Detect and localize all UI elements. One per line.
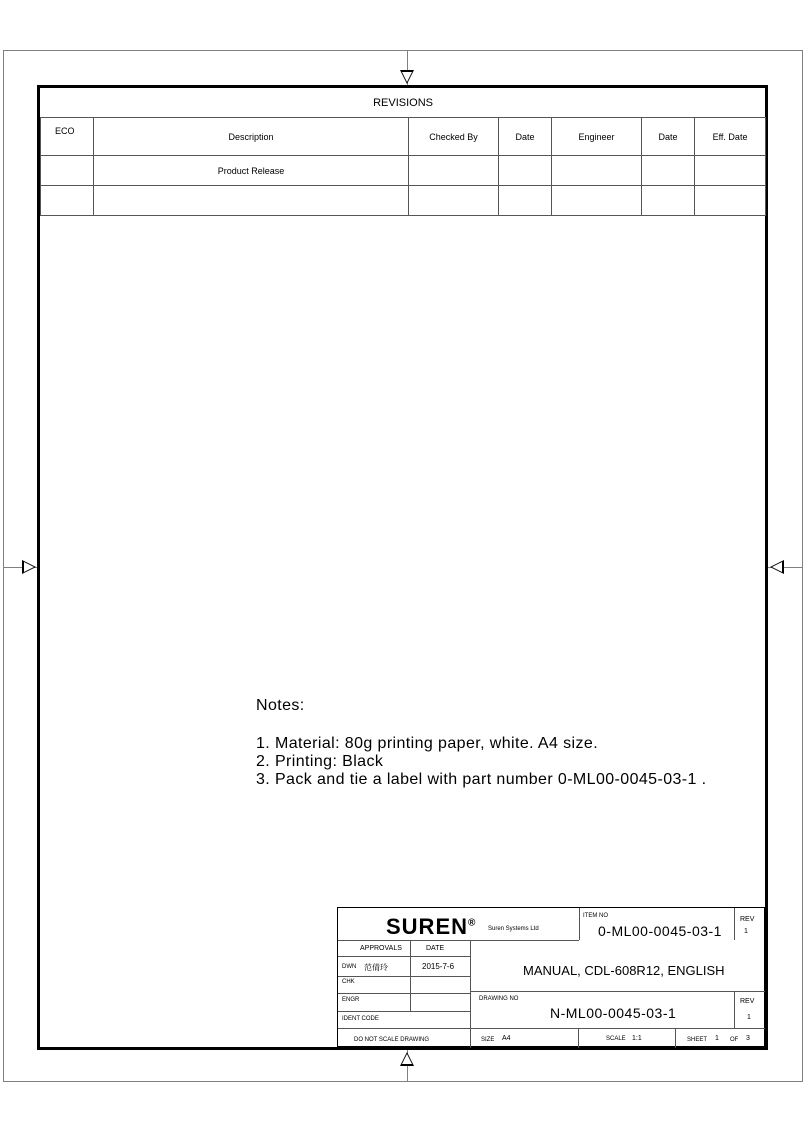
header-date: Date: [499, 118, 552, 156]
size-label: SIZE: [481, 1037, 495, 1043]
centering-arrow-left-icon: [22, 560, 36, 574]
header-date-2: Date: [642, 118, 695, 156]
centering-arrow-bottom-icon: [400, 1052, 414, 1066]
header-description: Description: [94, 118, 409, 156]
rev-label: REV: [740, 916, 755, 923]
tb-divider: [338, 956, 470, 957]
drawing-no-value: N-ML00-0045-03-1: [550, 1005, 677, 1021]
title-block: [337, 907, 765, 1047]
revisions-header-row: [41, 118, 766, 156]
logo-text: SUREN: [386, 914, 469, 939]
tb-divider: [579, 908, 580, 940]
centering-arrow-right-icon: [770, 560, 784, 574]
engr-label: ENGR: [342, 997, 360, 1003]
registered-mark-icon: ®: [468, 917, 477, 929]
cell-eff-date: [695, 156, 766, 186]
scale-label: SCALE: [606, 1036, 626, 1042]
tb-divider: [338, 940, 579, 941]
rev-value: 1: [744, 928, 748, 935]
tb-divider: [675, 1028, 676, 1048]
note-item: 2. Printing: Black: [256, 753, 384, 770]
header-eco: ECO: [41, 118, 94, 156]
tb-divider: [410, 940, 411, 1011]
notes-section: [256, 697, 707, 789]
cell-description: [94, 186, 409, 216]
note-item: 1. Material: 80g printing paper, white. A4 size.: [256, 735, 599, 752]
tb-divider: [338, 1011, 470, 1012]
revisions-title: REVISIONS: [41, 88, 766, 118]
date-label: DATE: [426, 945, 445, 952]
cell-engineer: [552, 156, 642, 186]
tb-divider: [338, 1028, 765, 1029]
cell-description: Product Release: [94, 156, 409, 186]
item-no-label: ITEM NO: [583, 913, 608, 919]
item-no-value: 0-ML00-0045-03-1: [598, 923, 722, 939]
table-row: [41, 156, 766, 186]
cell-eco: [41, 156, 94, 186]
cell-date: [499, 186, 552, 216]
chk-label: CHK: [342, 979, 355, 985]
tb-divider: [338, 993, 470, 994]
cell-date-2: [642, 156, 695, 186]
scale-value: 1:1: [632, 1035, 642, 1042]
cell-eff-date: [695, 186, 766, 216]
cell-date: [499, 156, 552, 186]
of-label: OF: [730, 1037, 739, 1043]
header-checked-by: Checked By: [409, 118, 499, 156]
revisions-table: [40, 88, 766, 216]
drawing-no-label: DRAWING NO: [479, 996, 519, 1002]
dwn-label: DWN: [342, 964, 357, 970]
cell-engineer: [552, 186, 642, 216]
note-item: 3. Pack and tie a label with part number 0-ML00-0045-03-1 .: [256, 771, 707, 788]
centering-arrow-top-icon: [400, 70, 414, 84]
of-value: 3: [746, 1035, 750, 1042]
tb-divider: [734, 991, 735, 1028]
do-not-scale-note: DO NOT SCALE DRAWING: [354, 1037, 430, 1043]
drawing-title: MANUAL, CDL-608R12, ENGLISH: [523, 963, 725, 978]
size-value: A4: [502, 1035, 511, 1042]
dwn-name: 范倩玲: [364, 963, 388, 972]
tb-divider: [470, 940, 471, 1048]
tb-divider: [734, 908, 735, 940]
tb-divider: [338, 976, 470, 977]
rev2-value: 1: [747, 1014, 751, 1021]
header-eff-date: Eff. Date: [695, 118, 766, 156]
company-logo: [386, 914, 476, 940]
tb-divider: [578, 1028, 579, 1048]
cell-checked-by: [409, 156, 499, 186]
table-row: [41, 186, 766, 216]
rev2-label: REV: [740, 998, 755, 1005]
tb-divider: [470, 991, 765, 992]
dwn-date: 2015-7-6: [422, 962, 455, 971]
cell-date-2: [642, 186, 695, 216]
drawing-border: [37, 85, 768, 1050]
company-name: Suren Systems Ltd: [488, 926, 539, 932]
sheet-label: SHEET: [687, 1037, 708, 1043]
cell-checked-by: [409, 186, 499, 216]
header-engineer: Engineer: [552, 118, 642, 156]
approvals-label: APPROVALS: [360, 945, 402, 952]
sheet-value: 1: [715, 1035, 719, 1042]
ident-code-label: IDENT CODE: [342, 1016, 379, 1022]
notes-heading: Notes:: [256, 697, 305, 714]
cell-eco: [41, 186, 94, 216]
